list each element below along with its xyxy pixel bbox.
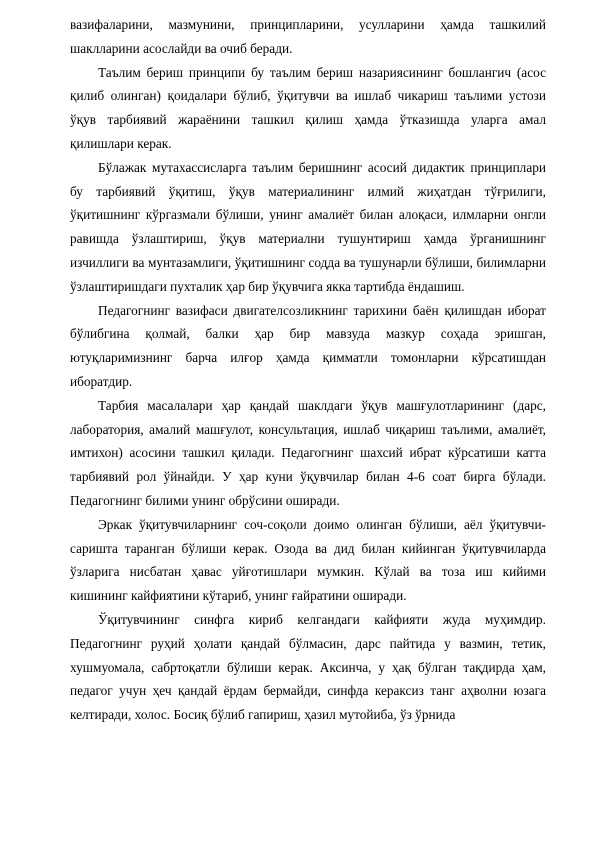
paragraph-continuation: вазифаларини, мазмунини, принципларини, усулларини ҳамда ташкилий шаклларини асослайди ва очиб беради. bbox=[70, 17, 546, 56]
paragraph-teacher-appearance: Эркак ўқитувчиларнинг соч-соқоли доимо олинган бўлиши, аёл ўқитувчи-саришта таранган бўлиши керак. Озода ва дид билан кийинган ўқитувчиларда ўзларига нисбатан ҳавас уйғотишлари мумкин. Кўлай ва тоза иш кийими кишининг кайфиятини кўтариб, унинг ғайратини оширади. bbox=[70, 516, 546, 604]
paragraph-upbringing-issues: Тарбия масалалари ҳар қандай шаклдаги ўқув машғулотларининг (дарс, лаборатория, амалий машғулот, консультация, ишлаб чиқариш таълими, амалиёт, имтихон) асосини ташкил қилади. Педагогнинг шахсий ибрат кўрсатиши катта тарбиявий рол ўйнайди. У ҳар куни ўқувчилар билан 4-6 соат бирга бўлади. Педагогнинг билими унинг обрўсини оширади. bbox=[70, 397, 546, 508]
paragraph-teacher-mood: Ўқитувчининг синфга кириб келгандаги кайфияти жуда муҳимдир. Педагогнинг руҳий ҳолати қандай бўлмасин, дарс пайтида у вазмин, тетик, хушмуомала, сабртоқатли бўлиши керак. Аксинча, у ҳақ бўлган тақдирда ҳам, педагог учун ҳеч қандай ёрдам бермайди, синфда кераксиз танг аҳволни юзага келтиради, холос. Босиқ бўлиб гапириш, ҳазил мутойиба, ўз ўрнида bbox=[70, 611, 546, 723]
paragraph-teaching-principle: Таълим бериш принципи бу таълим бериш назариясининг бошлангич (асос қилиб олинган) қоидалари бўлиб, ўқитувчи ва ишлаб чикариш таълими устози ўқув тарбиявий жараёнини ташкил қилиш ҳамда ўтказишда уларга амал қилишлари керак. bbox=[70, 64, 546, 151]
paragraph-teacher-task: Педагогнинг вазифаси двигателсозликнинг тарихини баён қилишдан иборат бўлибгина қолмай, балки ҳар бир мавзуда мазкур соҳада эришган, ютуқларимизнинг барча илғор ҳамда қимматли томонларни кўрсатишдан иборатдир. bbox=[70, 302, 546, 389]
paragraph-didactic-principles: Бўлажак мутахассисларга таълим беришнинг асосий дидактик принциплари бу тарбиявий ўқитиш, ўқув материалининг илмий жиҳатдан тўғрилиги, ўқитишнинг кўргазмали бўлиши, унинг амалиёт билан алоқаси, илмларни онгли равишда ўзлаштириш, ўқув материални тушунтириш ҳамда ўрганишнинг изчиллиги ва мунтазамлиги, ўқитишнинг содда ва тушунарли бўлиши, билимларни ўзлаштиришдаги пухталик ҳар бир ўқувчига якка тартибда ёндашиш. bbox=[70, 159, 546, 294]
document-page bbox=[70, 13, 546, 727]
